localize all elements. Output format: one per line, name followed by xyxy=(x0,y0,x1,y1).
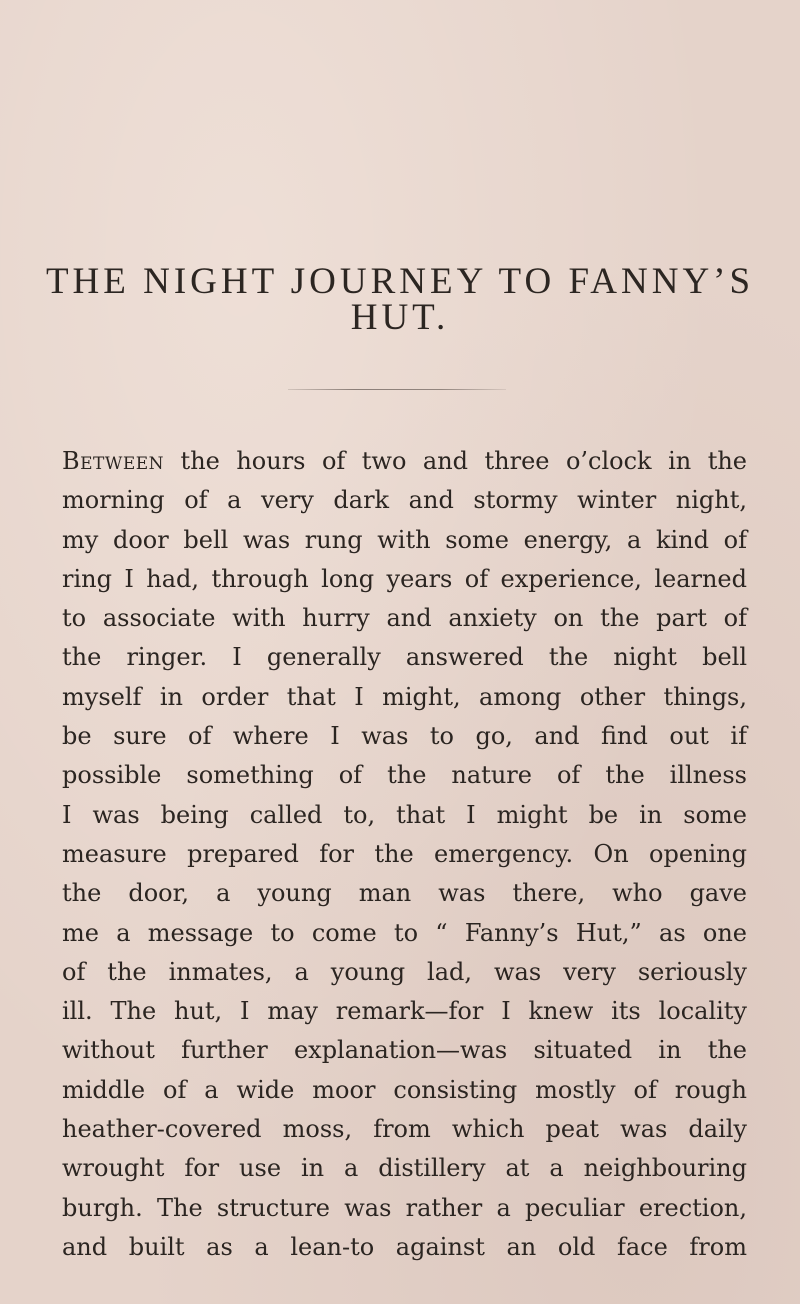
body-line: myself in order that I might, among other things, xyxy=(62,682,747,711)
title-divider xyxy=(288,389,506,390)
body-line-text: the hours of two and three o’clock in the xyxy=(164,447,747,475)
body-line: heather-covered moss, from which peat was daily xyxy=(62,1115,747,1144)
chapter-title-line-2: HUT. xyxy=(350,297,450,338)
chapter-title-line-1: THE NIGHT JOURNEY TO FANNY’S xyxy=(45,261,755,302)
body-line: me a message to come to “ Fanny’s Hut,” as one xyxy=(62,918,747,947)
body-line: measure prepared for the emergency. On opening xyxy=(62,839,747,868)
body-line: to associate with hurry and anxiety on the part of xyxy=(62,604,747,633)
body-line: without further explanation—was situated in the xyxy=(62,1036,747,1065)
body-line: be sure of where I was to go, and find out if xyxy=(62,722,747,751)
body-line: ring I had, through long years of experience, learned xyxy=(62,564,747,593)
body-line: and built as a lean-to against an old face from xyxy=(62,1232,747,1261)
body-line: possible something of the nature of the illness xyxy=(62,761,747,790)
body-line: I was being called to, that I might be in some xyxy=(62,800,747,829)
body-line: the ringer. I generally answered the night bell xyxy=(62,643,747,672)
body-line: middle of a wide moor consisting mostly of rough xyxy=(62,1075,747,1104)
body-line: of the inmates, a young lad, was very seriously xyxy=(62,957,747,986)
opening-small-caps-word: Between xyxy=(62,447,165,475)
chapter-body xyxy=(62,442,747,1267)
body-line: burgh. The structure was rather a peculiar erection, xyxy=(62,1193,747,1222)
body-line: the door, a young man was there, who gave xyxy=(62,879,747,908)
body-line xyxy=(62,442,747,481)
body-line: wrought for use in a distillery at a neighbouring xyxy=(62,1154,747,1183)
body-line: morning of a very dark and stormy winter night, xyxy=(62,486,747,515)
body-line: my door bell was rung with some energy, a kind of xyxy=(62,525,747,554)
body-line: ill. The hut, I may remark—for I knew its locality xyxy=(62,997,747,1026)
